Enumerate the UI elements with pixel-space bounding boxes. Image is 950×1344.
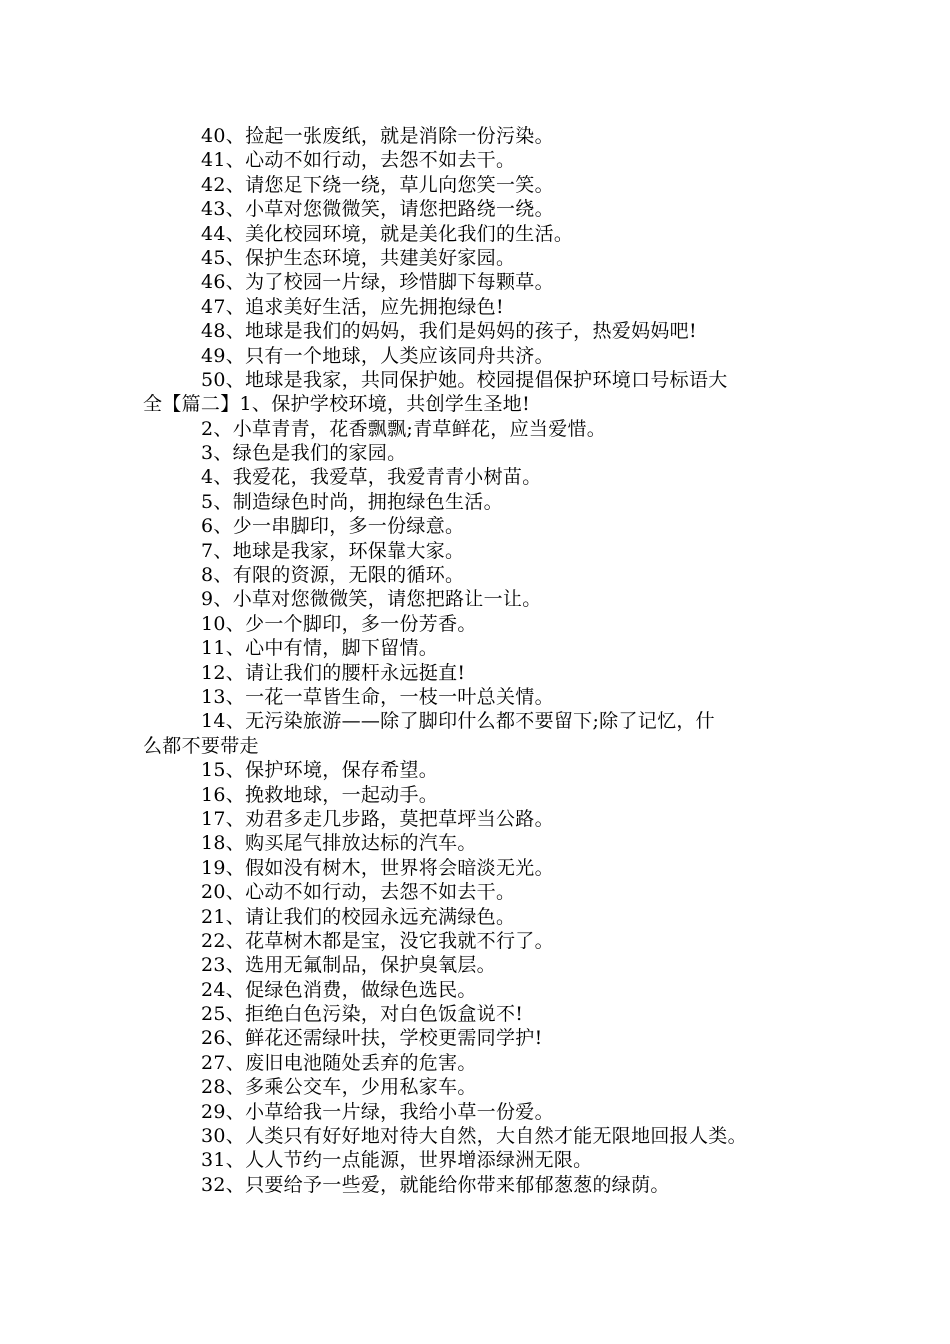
text-line: 9、小草对您微微笑，请您把路让一让。 xyxy=(201,588,542,611)
text-line: 17、劝君多走几步路，莫把草坪当公路。 xyxy=(201,807,554,830)
text-line: 42、请您足下绕一绕，草儿向您笑一笑。 xyxy=(201,173,554,196)
text-line: 31、人人节约一点能源，世界增添绿洲无限。 xyxy=(201,1149,593,1172)
text-line: 44、美化校园环境，就是美化我们的生活。 xyxy=(201,222,574,245)
text-line: 29、小草给我一片绿，我给小草一份爱。 xyxy=(201,1100,554,1123)
text-line: 6、少一串脚印，多一份绿意。 xyxy=(201,515,465,538)
text-line: 19、假如没有树木，世界将会暗淡无光。 xyxy=(201,856,554,879)
text-line: 15、保护环境，保存希望。 xyxy=(201,759,439,782)
text-line: 3、绿色是我们的家园。 xyxy=(201,442,407,465)
text-line: 25、拒绝白色污染，对白色饭盒说不! xyxy=(201,1003,524,1026)
text-line: 7、地球是我家，环保靠大家。 xyxy=(201,539,465,562)
text-line: 全【篇二】1、保护学校环境，共创学生圣地! xyxy=(143,393,531,416)
text-line: 47、追求美好生活，应先拥抱绿色! xyxy=(201,295,504,318)
text-line: 30、人类只有好好地对待大自然，大自然才能无限地回报人类。 xyxy=(201,1125,747,1148)
text-line: 50、地球是我家，共同保护她。校园提倡保护环境口号标语大 xyxy=(201,368,728,391)
text-line: 20、心动不如行动，去怨不如去干。 xyxy=(201,881,516,904)
text-line: 18、购买尾气排放达标的汽车。 xyxy=(201,832,477,855)
text-line: 10、少一个脚印，多一份芳香。 xyxy=(201,612,477,635)
text-line: 28、多乘公交车，少用私家车。 xyxy=(201,1076,477,1099)
text-line: 13、一花一草皆生命，一枝一叶总关情。 xyxy=(201,685,554,708)
text-line: 21、请让我们的校园永远充满绿色。 xyxy=(201,905,516,928)
text-line: 12、请让我们的腰杆永远挺直! xyxy=(201,661,466,684)
text-line: 2、小草青青，花香飘飘;青草鲜花，应当爱惜。 xyxy=(201,417,607,440)
document-body xyxy=(143,124,813,1197)
text-line: 4、我爱花，我爱草，我爱青青小树苗。 xyxy=(201,466,542,489)
text-line: 46、为了校园一片绿，珍惜脚下每颗草。 xyxy=(201,271,554,294)
text-line: 48、地球是我们的妈妈，我们是妈妈的孩子，热爱妈妈吧! xyxy=(201,320,697,343)
text-line: 22、花草树木都是宝，没它我就不行了。 xyxy=(201,929,554,952)
text-line: 14、无污染旅游——除了脚印什么都不要留下;除了记忆，什 xyxy=(201,710,715,733)
text-line: 23、选用无氟制品，保护臭氧层。 xyxy=(201,954,496,977)
text-line: 41、心动不如行动，去怨不如去干。 xyxy=(201,149,516,172)
text-line: 16、挽救地球，一起动手。 xyxy=(201,783,439,806)
text-line: 8、有限的资源，无限的循环。 xyxy=(201,564,465,587)
text-line: 5、制造绿色时尚，拥抱绿色生活。 xyxy=(201,490,503,513)
text-line: 26、鲜花还需绿叶扶，学校更需同学护! xyxy=(201,1027,543,1050)
text-line: 27、废旧电池随处丢弃的危害。 xyxy=(201,1051,477,1074)
text-line: 11、心中有情，脚下留情。 xyxy=(201,637,439,660)
text-line: 40、捡起一张废纸，就是消除一份污染。 xyxy=(201,125,554,147)
text-line: 32、只要给予一些爱，就能给你带来郁郁葱葱的绿荫。 xyxy=(201,1173,670,1196)
text-line: 么都不要带走 xyxy=(143,734,259,757)
text-line: 43、小草对您微微笑，请您把路绕一绕。 xyxy=(201,198,554,221)
text-line: 24、促绿色消费，做绿色选民。 xyxy=(201,978,477,1001)
text-line: 45、保护生态环境，共建美好家园。 xyxy=(201,246,516,269)
text-line: 49、只有一个地球，人类应该同舟共济。 xyxy=(201,344,554,367)
